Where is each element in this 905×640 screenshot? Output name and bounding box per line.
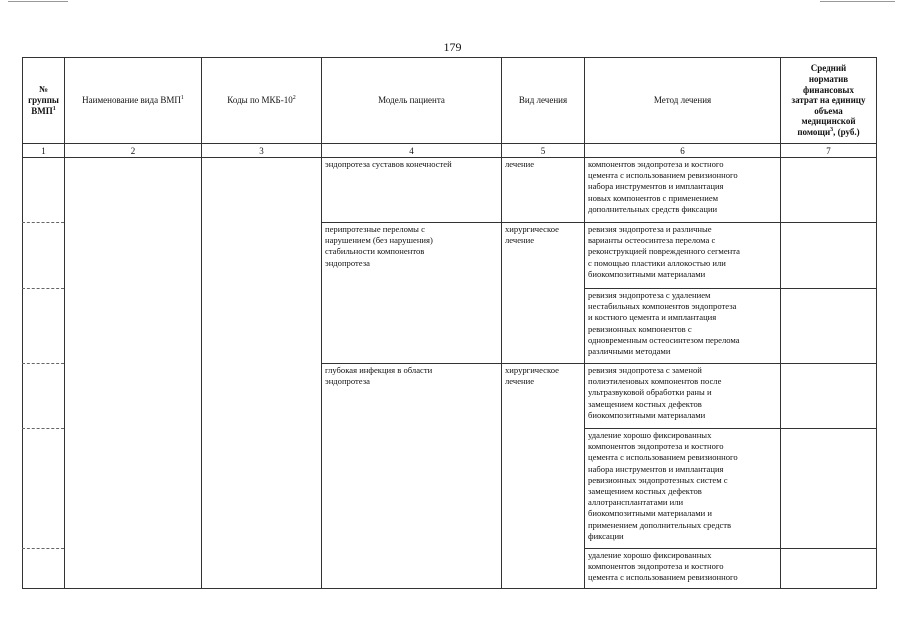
header-group-number bbox=[23, 58, 64, 143]
page-number: 179 bbox=[443, 40, 462, 54]
header-treatment-type-text: Вид лечения bbox=[518, 95, 568, 105]
scan-edge-mark-right bbox=[820, 1, 895, 2]
header-vmp-name-text: Наименование вида ВМП bbox=[82, 95, 181, 105]
row1-method: компонентов эндопротеза и костного цемента с использованием ревизионного набора инструментов и имплантация новых компонентов с применением дополнительных средств фиксации bbox=[588, 159, 738, 214]
row1-patient-model: эндопротеза суставов конечностей bbox=[325, 159, 452, 169]
column-number-1: 1 bbox=[41, 146, 46, 156]
col1-dash-1 bbox=[22, 222, 64, 223]
col1-dash-4 bbox=[22, 428, 64, 429]
row2-treatment-type: хирургическое лечение bbox=[505, 224, 559, 246]
row-sep-method-3 bbox=[584, 363, 877, 364]
row4-method: ревизия эндопротеза с заменой полиэтиленовых компонентов после ультразвуковой обработки раны и замещением костных дефектов биокомпозитными материалами bbox=[588, 365, 722, 420]
header-cost-norm-text: Средний норматив финансовых затрат на единицу объема медицинской помощи bbox=[791, 63, 866, 137]
header-cost-norm-sup: 3 bbox=[830, 126, 834, 133]
row4-patient-model: глубокая инфекция в области эндопротеза bbox=[325, 365, 433, 387]
row6-method: удаление хорошо фиксированных компонентов эндопротеза и костного цемента с использованием ревизионного bbox=[588, 550, 738, 583]
header-vmp-name-sup: 1 bbox=[180, 95, 184, 101]
col1-dash-2 bbox=[22, 288, 64, 289]
header-bottom-border bbox=[22, 143, 877, 144]
col1-dash-5 bbox=[22, 548, 64, 549]
header-icd-codes bbox=[202, 58, 321, 143]
column-number-2: 2 bbox=[130, 146, 136, 156]
column-number-6: 6 bbox=[680, 146, 685, 156]
row3-method: ревизия эндопротеза с удалением нестабильных компонентов эндопротеза и костного цемента и имплантация ревизионных компонентов с одновременным остеосинтезом перелома различными методами bbox=[588, 290, 740, 357]
table-bottom-border bbox=[22, 588, 877, 589]
header-treatment-type bbox=[502, 58, 584, 143]
row1-treatment-type: лечение bbox=[505, 159, 535, 169]
column-number-3: 3 bbox=[259, 146, 264, 156]
header-vmp-name bbox=[65, 58, 201, 143]
row-sep-method-2 bbox=[584, 288, 877, 289]
header-group-number-text: № группы ВМП bbox=[28, 84, 59, 116]
colnum-bottom-border bbox=[22, 157, 877, 158]
row4-treatment-type: хирургическое лечение bbox=[505, 365, 559, 387]
header-treatment-method-text: Метод лечения bbox=[653, 95, 712, 105]
header-icd-codes-text: Коды по МКБ-10 bbox=[227, 95, 293, 105]
col1-dash-3 bbox=[22, 363, 64, 364]
row5-method: удаление хорошо фиксированных компонентов эндопротеза и костного цемента с использованием ревизионного набора инструментов и имплантация ревизионных эндопротезных систем с замещением костных дефектов аллотрансплантатами или биокомпозитными материалами и применением дополнительных средств фиксации bbox=[588, 430, 738, 541]
header-treatment-method bbox=[585, 58, 780, 143]
row2-patient-model: перипротезные переломы с нарушением (без нарушения) стабильности компонентов эндопротеза bbox=[325, 224, 433, 268]
column-number-4: 4 bbox=[409, 146, 414, 156]
header-patient-model bbox=[322, 58, 501, 143]
col-divider-7 bbox=[876, 57, 877, 589]
row-sep-model-2 bbox=[321, 363, 584, 364]
row-sep-method-5 bbox=[584, 548, 877, 549]
row-sep-model-1 bbox=[321, 222, 584, 223]
row2-method: ревизия эндопротеза и различные варианты остеосинтеза перелома с реконструкцией поврежденного сегмента с помощью пластики аллокостью или биокомпозитными материалами bbox=[588, 224, 740, 279]
column-number-5: 5 bbox=[540, 146, 546, 156]
header-icd-codes-sup: 2 bbox=[292, 95, 296, 101]
header-cost-norm bbox=[781, 58, 876, 143]
header-group-number-sup: 1 bbox=[52, 106, 56, 112]
scan-edge-mark-left bbox=[8, 1, 68, 2]
column-number-7: 7 bbox=[826, 146, 831, 156]
row-sep-method-1 bbox=[584, 222, 877, 223]
row-sep-method-4 bbox=[584, 428, 877, 429]
header-patient-model-text: Модель пациента bbox=[378, 95, 445, 105]
header-cost-norm-tail: , (руб.) bbox=[833, 126, 860, 137]
